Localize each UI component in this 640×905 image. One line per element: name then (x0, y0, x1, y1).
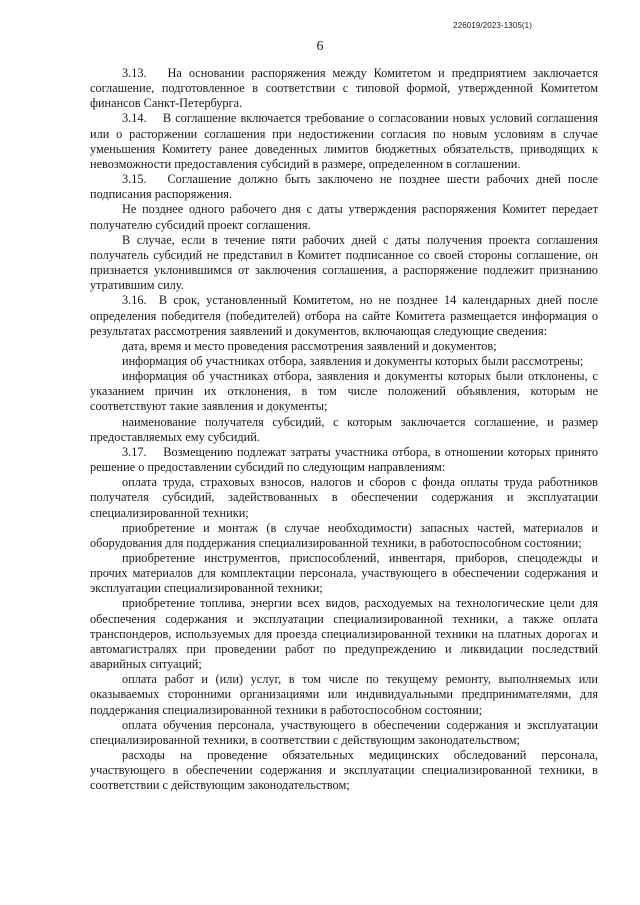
list-item-staff-training: оплата обучения персонала, участвующего в обеспечении содержания и эксплуатации специализированной техники, в соответствии с действующим законодательством; (90, 717, 598, 747)
paragraph-evasion: В случае, если в течение пяти рабочих дней с даты получения проекта соглашения получатель субсидий не представил в Комитет подписанное со своей стороны соглашение, он признается уклонившимся от заключения соглашения, а распоряжение подлежит признанию утратившим силу. (90, 232, 598, 293)
paragraph-3-14: 3.14. В соглашение включается требование о согласовании новых условий соглашения или о расторжении соглашения при недостижении согласия по новым условиям в случае уменьшения Комитету ранее доведенных лимитов бюджетных обязательств, приводящих к невозможности предоставления субсидий в размере, определенном в соглашении. (90, 111, 598, 171)
list-item-medical-exams: расходы на проведение обязательных медицинских обследований персонала, участвующего в обеспечении содержания и эксплуатации специализированной техники, в соответствии с действующим законодательством; (90, 748, 598, 793)
document-id: 226019/2023-1305(1) (453, 21, 532, 30)
paragraph-3-15: 3.15. Соглашение должно быть заключено не позднее шести рабочих дней после подписания распоряжения. (90, 172, 598, 202)
list-item-date-time-place: дата, время и место проведения рассмотрения заявлений и документов; (122, 338, 497, 353)
paragraph-draft-transfer: Не позднее одного рабочего дня с даты утверждения распоряжения Комитет передает получателю субсидий проект соглашения. (90, 202, 598, 232)
list-item-labor-costs: оплата труда, страховых взносов, налогов и сборов с фонда оплаты труда работников получателя субсидий, задействованных в обеспечении содержания и эксплуатации специализированной техники; (90, 475, 598, 520)
document-body (90, 66, 598, 794)
list-item-considered-participants: информация об участниках отбора, заявления и документы которых были рассмотрены; (122, 353, 584, 368)
list-item-spare-parts: приобретение и монтаж (в случае необходимости) запасных частей, материалов и оборудования для поддержания специализированной техники, в работоспособном состоянии; (90, 520, 598, 550)
paragraph-3-17: 3.17. Возмещению подлежат затраты участника отбора, в отношении которых принято решение о предоставлении субсидий по следующим направлениям: (90, 444, 598, 475)
list-item-recipient-name: наименование получателя субсидий, с которым заключается соглашение, и размер предоставляемых ему субсидий. (90, 414, 598, 444)
list-item-fuel-energy: приобретение топлива, энергии всех видов, расходуемых на технологические цели для обеспечения содержания и эксплуатации специализированной техники, а также оплата транспондеров, используемых для проезда специализированной техники на платных дорогах и автомагистралях при проведении работ по предупреждению и ликвидации последствий аварийных ситуаций; (90, 596, 598, 672)
list-item-third-party-services: оплата работ и (или) услуг, в том числе по текущему ремонту, выполняемых или оказываемых сторонними организациями или индивидуальными предпринимателями, для поддержания специализированной техники в работоспособном состоянии; (90, 672, 598, 717)
page-number: 6 (316, 38, 324, 53)
list-item-rejected-participants: информация об участниках отбора, заявления и документы которых были отклонены, с указанием причин их отклонения, в том числе положений объявления, которым не соответствуют такие заявления и документы; (90, 369, 598, 414)
paragraph-3-16: 3.16. В срок, установленный Комитетом, но не позднее 14 календарных дней после определения победителя (победителей) отбора на сайте Комитета размещается информация о результатах рассмотрения заявлений и документов, включающая следующие сведения: (90, 293, 598, 338)
list-item-tools-equipment: приобретение инструментов, приспособлений, инвентаря, приборов, спецодежды и прочих материалов для комплектации персонала, участвующего в обеспечении содержания и эксплуатации специализированной техники; (90, 551, 598, 596)
paragraph-3-13: 3.13. На основании распоряжения между Комитетом и предприятием заключается соглашение, подготовленное в соответствии с типовой формой, утвержденной Комитетом финансов Санкт-Петербурга. (90, 66, 598, 111)
